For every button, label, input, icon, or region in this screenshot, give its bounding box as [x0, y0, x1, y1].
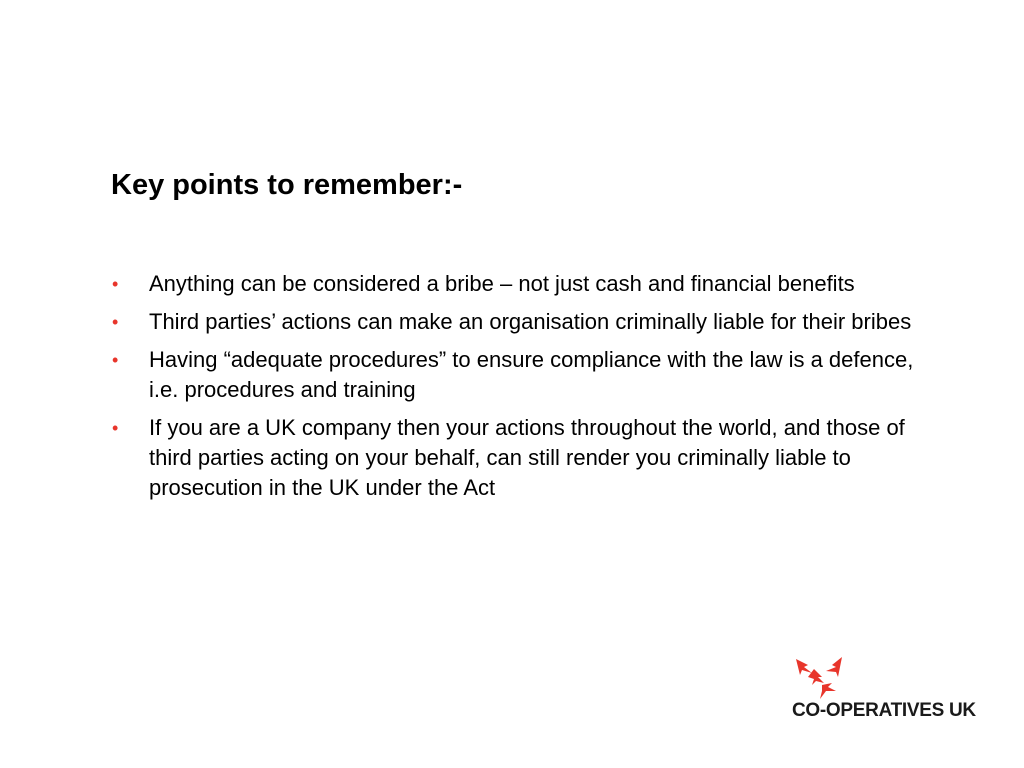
- cooperatives-uk-logo: [790, 655, 980, 725]
- bullet-marker: •: [112, 418, 119, 438]
- bullet-item: [110, 413, 920, 503]
- bullet-marker: •: [112, 350, 119, 370]
- bullet-list: [110, 269, 920, 511]
- birds-logo-icon: [792, 655, 846, 701]
- slide-title: Key points to remember:-: [111, 169, 463, 201]
- bullet-item: [110, 345, 920, 405]
- logo-wordmark: CO-OPERATIVES UK: [792, 700, 976, 721]
- bullet-item: [110, 307, 920, 337]
- bullet-text: If you are a UK company then your actions throughout the world, and those of third parties acting on your behalf, can still render you criminally liable to prosecution in the UK under the Act: [149, 415, 905, 500]
- bullet-text: Having “adequate procedures” to ensure compliance with the law is a defence, i.e. procedures and training: [149, 347, 914, 402]
- bullet-item: [110, 269, 920, 299]
- bullet-text: Anything can be considered a bribe – not just cash and financial benefits: [149, 271, 855, 296]
- bullet-marker: •: [112, 274, 119, 294]
- bullet-marker: •: [112, 312, 119, 332]
- bullet-text: Third parties’ actions can make an organisation criminally liable for their bribes: [149, 309, 912, 334]
